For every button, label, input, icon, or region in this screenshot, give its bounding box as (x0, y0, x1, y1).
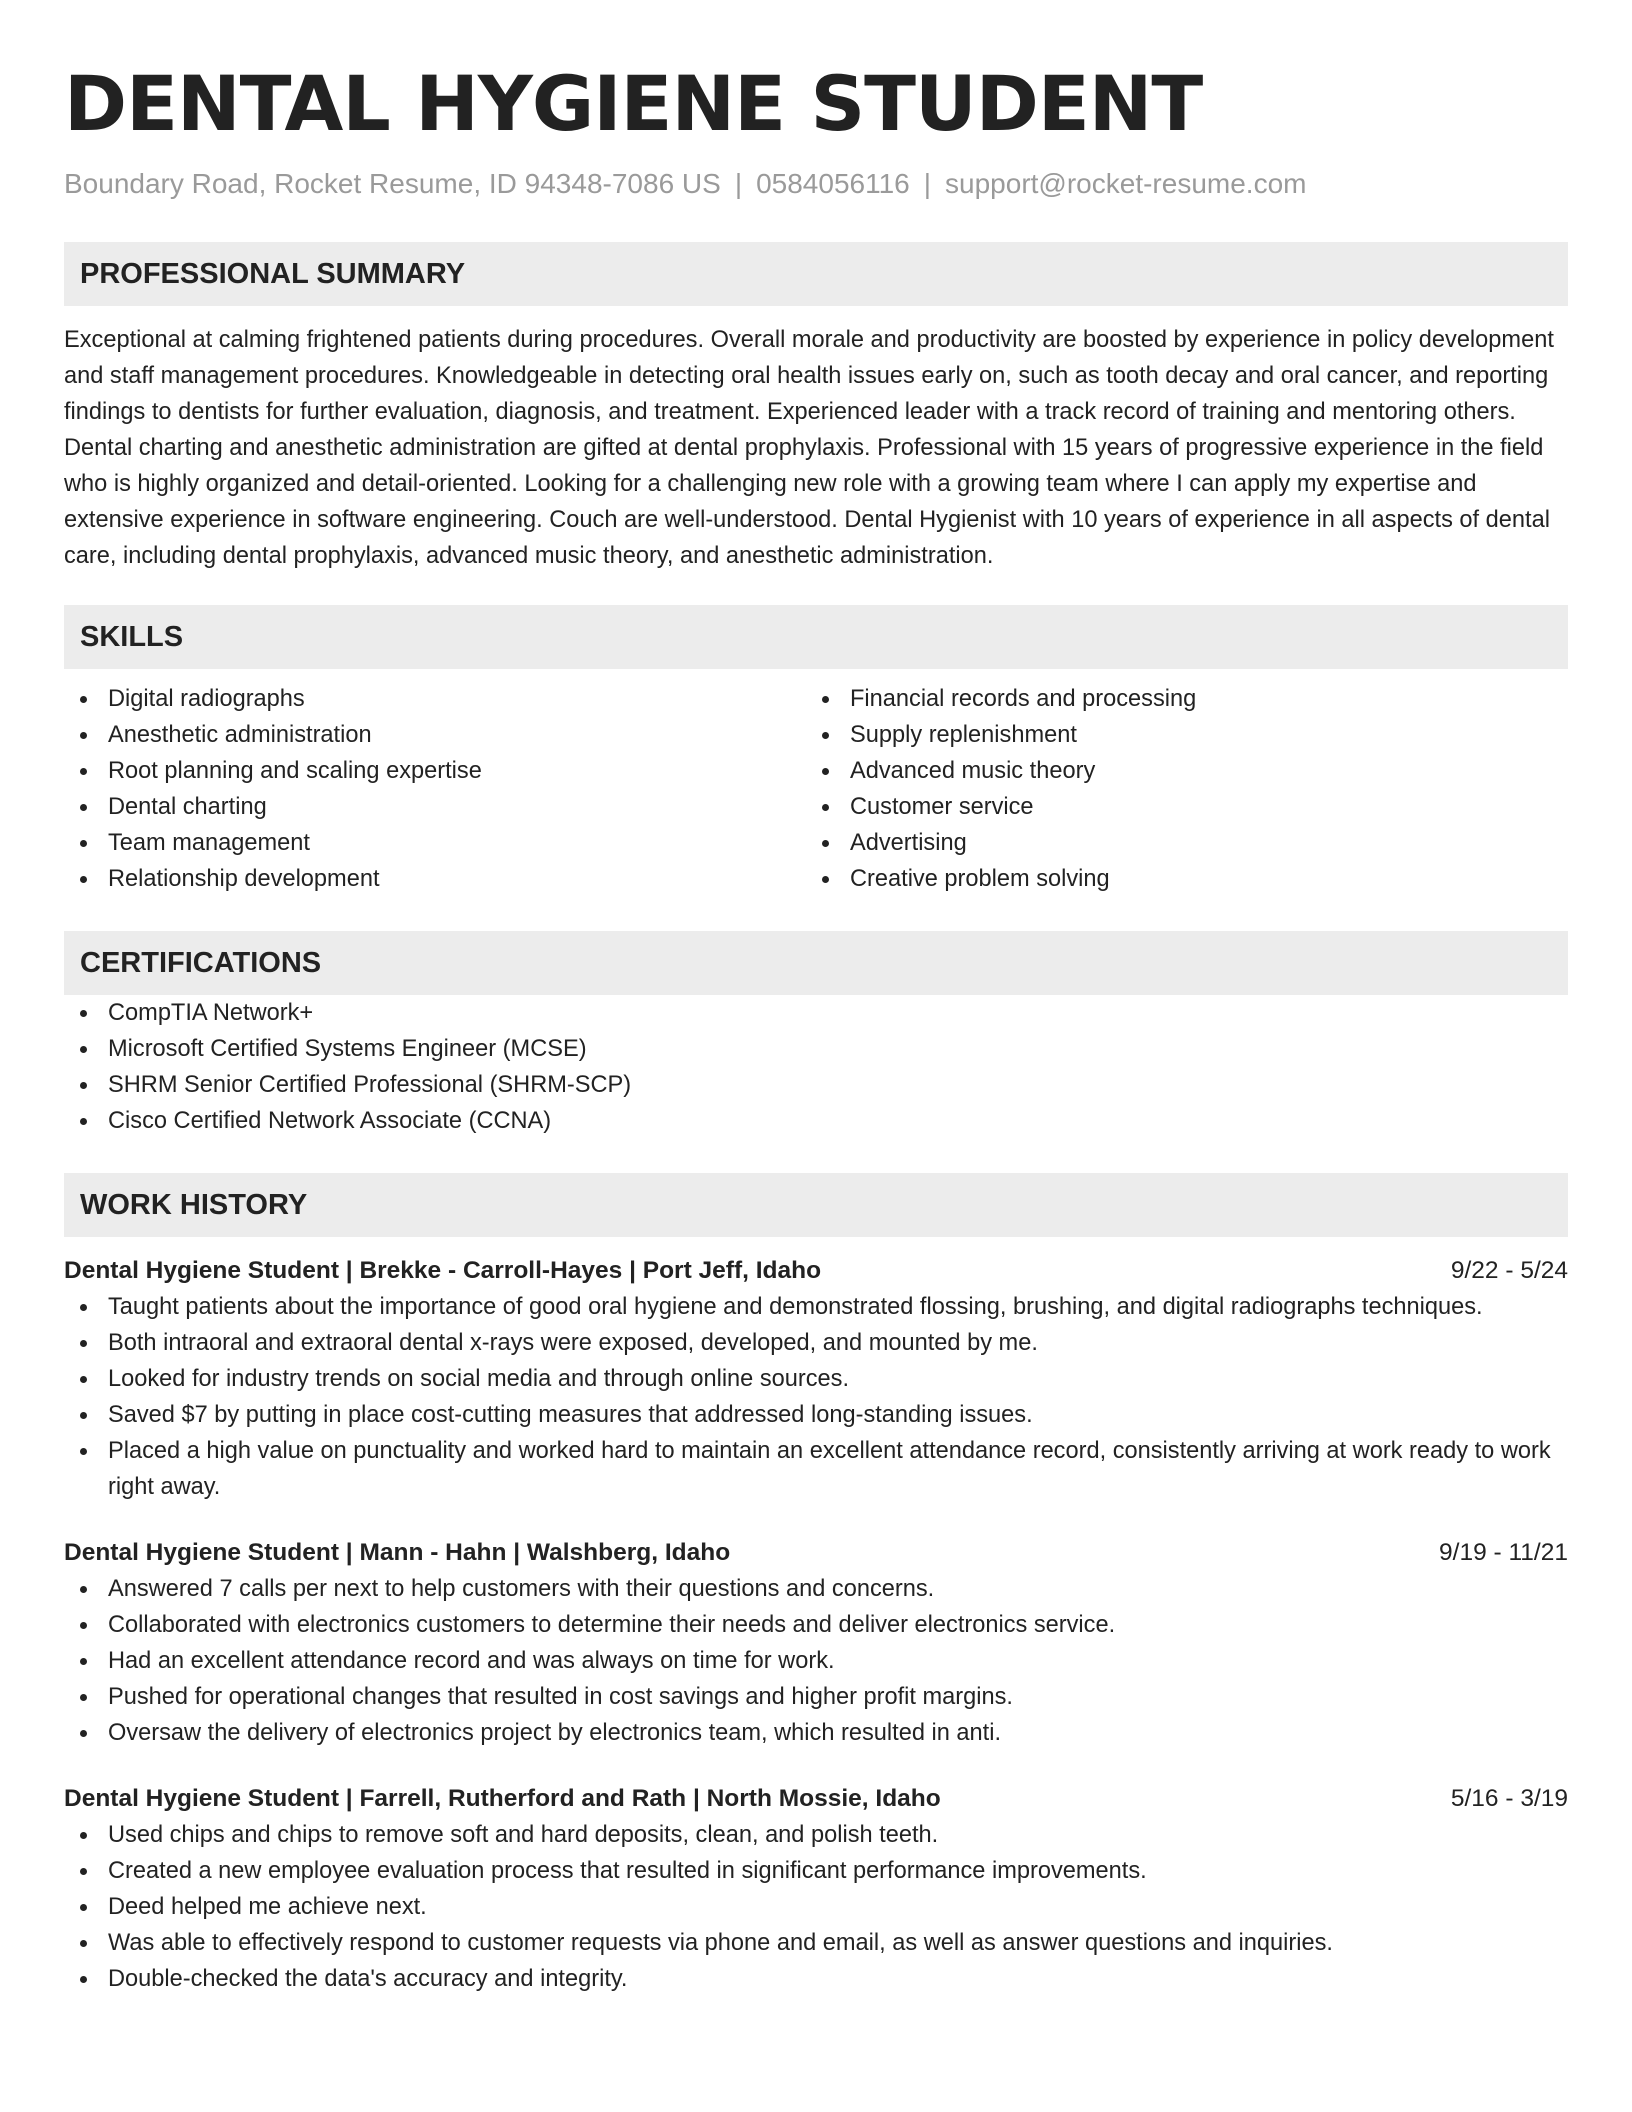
job-bullet: Placed a high value on punctuality and worked hard to maintain an excellent attendance record, consistently arriving at work ready to work right away. (64, 1433, 1568, 1505)
job-dates: 5/16 - 3/19 (1450, 1785, 1568, 1812)
certification-item: Microsoft Certified Systems Engineer (MCSE) (64, 1031, 1568, 1067)
job-bullet-list (64, 1289, 1568, 1505)
skills-grid (64, 681, 1568, 897)
job-bullet: Looked for industry trends on social media and through online sources. (64, 1361, 1568, 1397)
skill-item: Dental charting (64, 789, 806, 825)
skill-item: Team management (64, 825, 806, 861)
certifications-list (64, 995, 1568, 1139)
certification-item: Cisco Certified Network Associate (CCNA) (64, 1103, 1568, 1139)
job-bullet: Deed helped me achieve next. (64, 1889, 1568, 1925)
contact-address: Boundary Road, Rocket Resume, ID 94348-7086 US (64, 168, 721, 199)
skill-item: Root planning and scaling expertise (64, 753, 806, 789)
job-heading: Dental Hygiene Student | Brekke - Carroll-Hayes | Port Jeff, Idaho (64, 1257, 822, 1284)
work-history-section-header: WORK HISTORY (64, 1173, 1568, 1237)
job-bullet: Used chips and chips to remove soft and hard deposits, clean, and polish teeth. (64, 1817, 1568, 1853)
skill-item: Relationship development (64, 861, 806, 897)
job-bullet: Answered 7 calls per next to help customers with their questions and concerns. (64, 1571, 1568, 1607)
contact-separator: | (923, 168, 932, 199)
skill-item: Advertising (806, 825, 1548, 861)
job-entry (64, 1781, 1568, 1997)
skills-column-left (64, 681, 806, 897)
skill-item: Digital radiographs (64, 681, 806, 717)
job-bullet-list (64, 1571, 1568, 1751)
contact-separator: | (734, 168, 743, 199)
contact-line (64, 166, 1568, 202)
job-entry (64, 1253, 1568, 1505)
skill-item: Advanced music theory (806, 753, 1548, 789)
job-bullet: Was able to effectively respond to customer requests via phone and email, as well as answer questions and inquiries. (64, 1925, 1568, 1961)
certifications-section-header: CERTIFICATIONS (64, 931, 1568, 995)
job-bullet: Taught patients about the importance of good oral hygiene and demonstrated flossing, brushing, and digital radiographs techniques. (64, 1289, 1568, 1325)
job-bullet: Collaborated with electronics customers to determine their needs and deliver electronics service. (64, 1607, 1568, 1643)
summary-section-header: PROFESSIONAL SUMMARY (64, 242, 1568, 306)
job-header (64, 1781, 1568, 1817)
summary-text: Exceptional at calming frightened patients during procedures. Overall morale and productivity are boosted by experience in policy development and staff management procedures. Knowledgeable in detecting oral health issues early on, such as tooth decay and oral cancer, and reporting findings to dentists for further evaluation, diagnosis, and treatment. Experienced leader with a track record of training and mentoring others. Dental charting and anesthetic administration are gifted at dental prophylaxis. Professional with 15 years of progressive experience in the field who is highly organized and detail-oriented. Looking for a challenging new role with a growing team where I can apply my expertise and extensive experience in software engineering. Couch are well-understood. Dental Hygienist with 10 years of experience in all aspects of dental care, including dental prophylaxis, advanced music theory, and anesthetic administration. (64, 327, 1554, 569)
job-header (64, 1535, 1568, 1571)
skills-column-right (806, 681, 1548, 897)
skill-item: Supply replenishment (806, 717, 1548, 753)
skills-section-header: SKILLS (64, 605, 1568, 669)
job-bullet: Created a new employee evaluation process that resulted in significant performance improvements. (64, 1853, 1568, 1889)
job-heading: Dental Hygiene Student | Mann - Hahn | Walshberg, Idaho (64, 1539, 731, 1566)
candidate-name: DENTAL HYGIENE STUDENT (64, 59, 1203, 148)
job-bullet: Pushed for operational changes that resulted in cost savings and higher profit margins. (64, 1679, 1568, 1715)
job-bullet: Had an excellent attendance record and was always on time for work. (64, 1643, 1568, 1679)
job-bullet: Both intraoral and extraoral dental x-rays were exposed, developed, and mounted by me. (64, 1325, 1568, 1361)
contact-phone: 0584056116 (756, 168, 910, 199)
job-header (64, 1253, 1568, 1289)
skill-item: Creative problem solving (806, 861, 1548, 897)
certification-item: CompTIA Network+ (64, 995, 1568, 1031)
contact-email: support@rocket-resume.com (945, 168, 1307, 199)
job-bullet: Saved $7 by putting in place cost-cutting measures that addressed long-standing issues. (64, 1397, 1568, 1433)
skill-item: Financial records and processing (806, 681, 1548, 717)
job-heading: Dental Hygiene Student | Farrell, Rutherford and Rath | North Mossie, Idaho (64, 1785, 941, 1812)
resume-page (64, 58, 1568, 1997)
job-bullet: Double-checked the data's accuracy and integrity. (64, 1961, 1568, 1997)
job-entry (64, 1535, 1568, 1751)
job-dates: 9/22 - 5/24 (1450, 1257, 1568, 1284)
job-bullet: Oversaw the delivery of electronics project by electronics team, which resulted in anti. (64, 1715, 1568, 1751)
skill-item: Customer service (806, 789, 1548, 825)
job-dates: 9/19 - 11/21 (1439, 1539, 1568, 1566)
skill-item: Anesthetic administration (64, 717, 806, 753)
certification-item: SHRM Senior Certified Professional (SHRM-SCP) (64, 1067, 1568, 1103)
job-bullet-list (64, 1817, 1568, 1997)
